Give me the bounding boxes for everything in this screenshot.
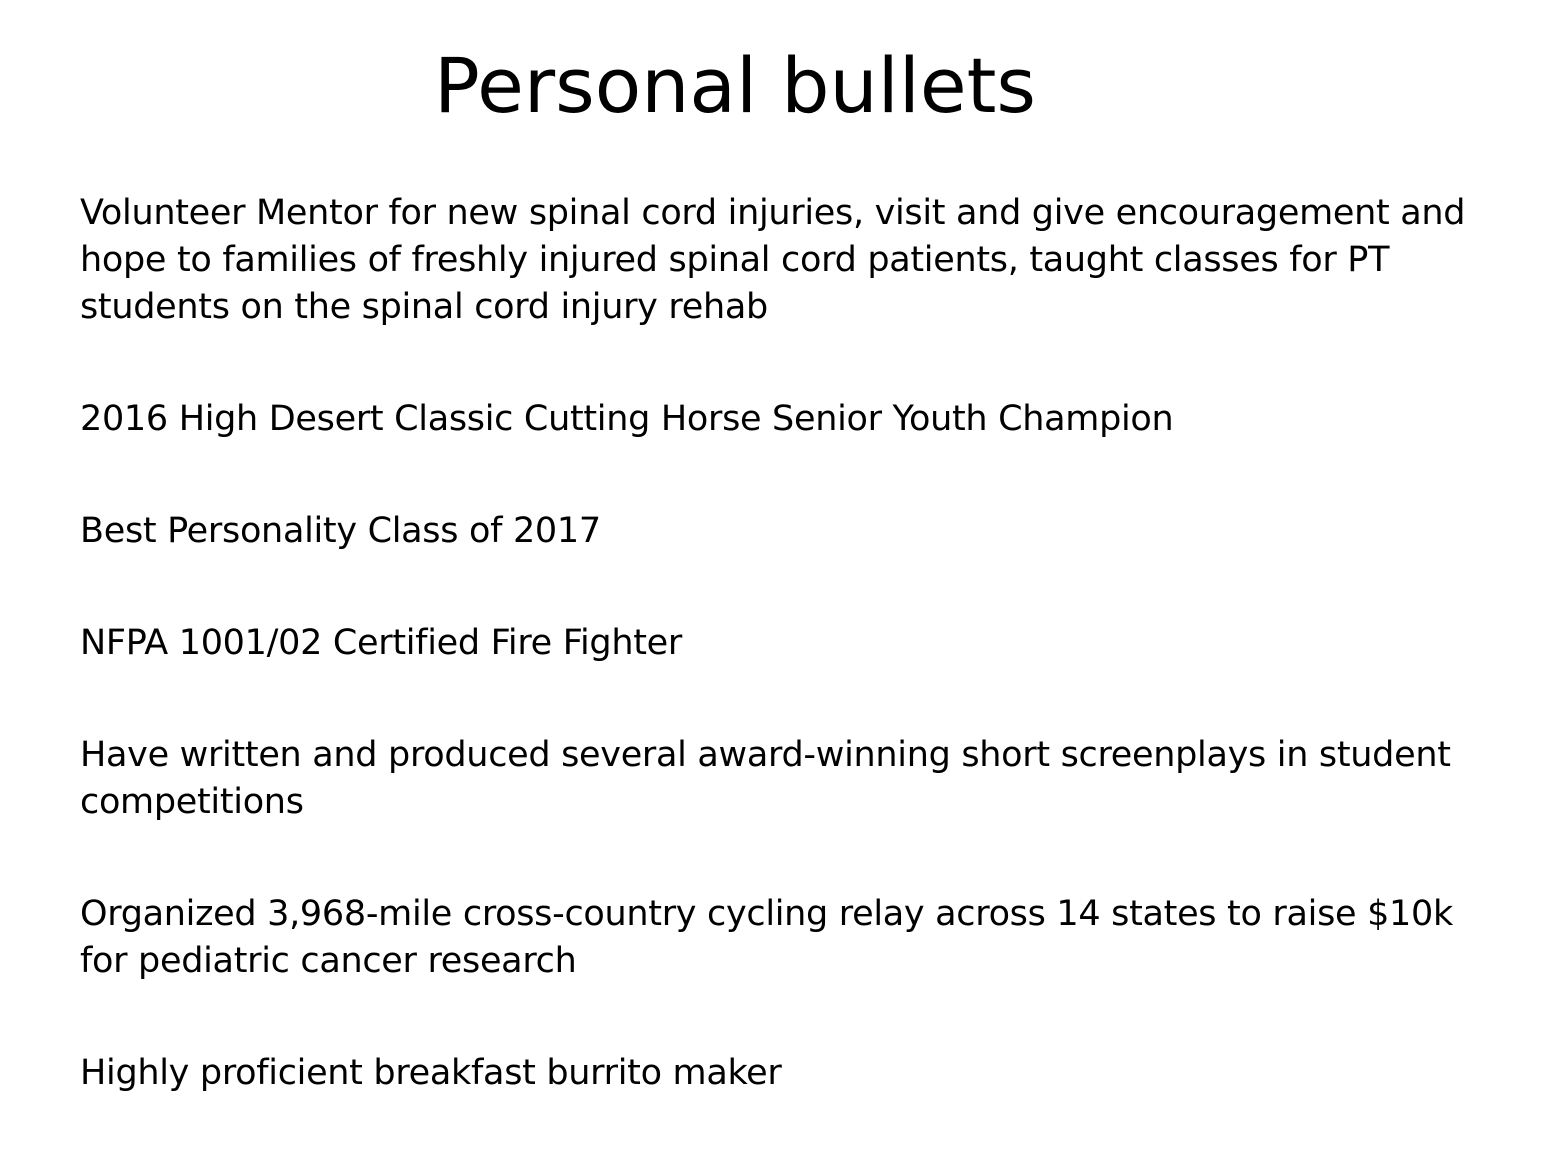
bullet-list — [80, 190, 1500, 1097]
bullet-screenplays: Have written and produced several award-winning short screenplays in student competitions — [80, 735, 1451, 822]
bullet-best-personality: Best Personality Class of 2017 — [80, 511, 601, 551]
bullet-fire-fighter: NFPA 1001/02 Certified Fire Fighter — [80, 623, 682, 663]
bullet-cutting-horse-champion: 2016 High Desert Classic Cutting Horse Senior Youth Champion — [80, 399, 1174, 439]
bullet-volunteer-mentor: Volunteer Mentor for new spinal cord injuries, visit and give encouragement and hope to families of freshly injured spinal cord patients, taught classes for PT students on the spinal cord injury rehab — [80, 193, 1466, 327]
bullet-cycling-relay: Organized 3,968-mile cross-country cycling relay across 14 states to raise $10k for pediatric cancer research — [80, 894, 1453, 981]
slide-title: Personal bullets — [433, 41, 1037, 130]
bullet-burrito-maker: Highly proficient breakfast burrito maker — [80, 1053, 782, 1093]
